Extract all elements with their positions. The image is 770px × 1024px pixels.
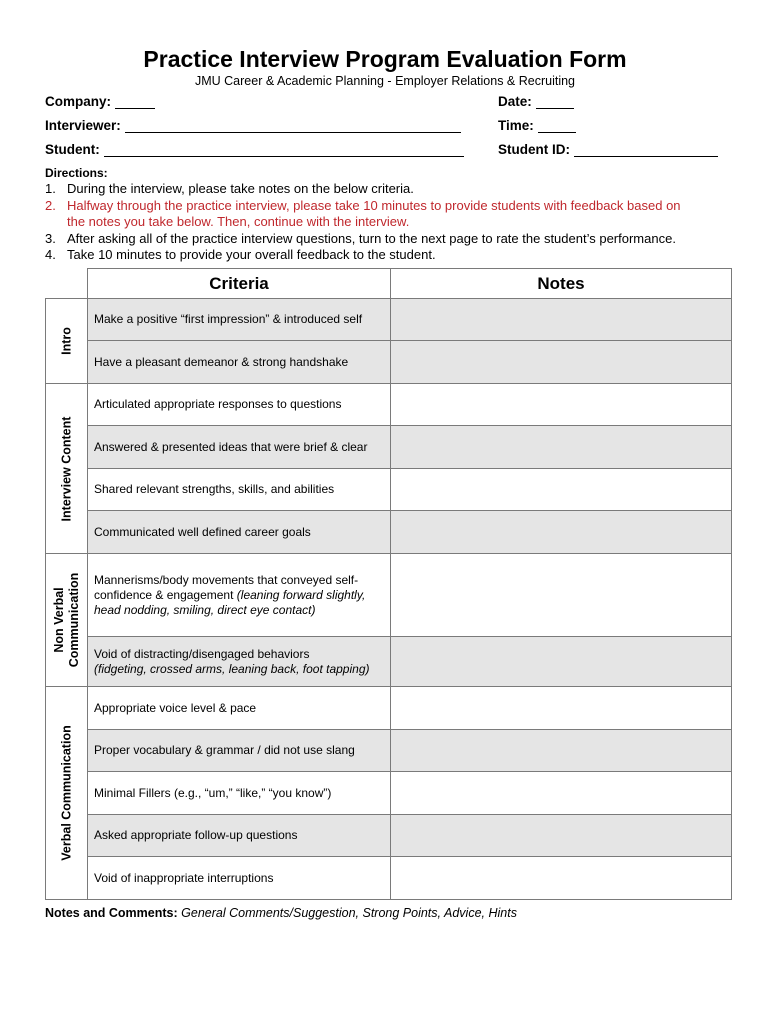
table-row: [46, 384, 732, 426]
criterion-text: confidence & engagement: [94, 587, 237, 602]
student-id-label: Student ID:: [498, 142, 570, 157]
header-spacer: [46, 269, 88, 299]
time-field[interactable]: [498, 118, 576, 133]
direction-item: [45, 181, 735, 198]
direction-text: Halfway through the practice interview, please take 10 minutes to provide students with feedback based on: [67, 197, 681, 213]
criterion-cell: Communicated well defined career goals: [88, 511, 391, 554]
criterion-cell: Appropriate voice level & pace: [88, 687, 391, 730]
criterion-cell: Articulated appropriate responses to questions: [88, 384, 391, 426]
category-intro: [46, 299, 88, 384]
criterion-example: (fidgeting, crossed arms, leaning back, foot tapping): [94, 661, 370, 676]
criterion-cell: Minimal Fillers (e.g., “um,” “like,” “you know”): [88, 772, 391, 815]
criterion-text: Void of distracting/disengaged behaviors: [94, 646, 310, 661]
notes-cell[interactable]: [391, 772, 732, 815]
notes-cell[interactable]: [391, 384, 732, 426]
notes-cell[interactable]: [391, 299, 732, 341]
notes-header: Notes: [391, 269, 732, 299]
company-label: Company:: [45, 94, 112, 109]
criterion-text: Mannerisms/body movements that conveyed self-: [94, 572, 359, 587]
direction-text: After asking all of the practice interview questions, turn to the next page to rate the student’s performance.: [67, 230, 676, 246]
direction-item: [45, 231, 735, 248]
student-field[interactable]: [45, 142, 464, 157]
date-label: Date:: [498, 94, 532, 109]
notes-cell[interactable]: [391, 341, 732, 384]
student-line[interactable]: [104, 142, 464, 157]
criteria-header: Criteria: [88, 269, 391, 299]
notes-comments-label: Notes and Comments:: [45, 906, 178, 920]
notes-and-comments[interactable]: [45, 906, 517, 920]
table-row: [46, 469, 732, 511]
direction-number: 3.: [45, 230, 56, 246]
student-label: Student:: [45, 142, 100, 157]
table-row: [46, 511, 732, 554]
notes-cell[interactable]: [391, 687, 732, 730]
student-id-line[interactable]: [574, 142, 718, 157]
evaluation-table: [45, 268, 732, 900]
category-content-label: Interview Content: [59, 416, 73, 521]
category-nonverbal-label: [52, 573, 82, 667]
notes-cell[interactable]: [391, 857, 732, 900]
criterion-example: (leaning forward slightly,: [236, 587, 366, 602]
table-row: [46, 772, 732, 815]
direction-item: [45, 247, 735, 264]
table-header-row: [46, 269, 732, 299]
notes-cell[interactable]: [391, 554, 732, 637]
direction-number: 1.: [45, 181, 56, 196]
criterion-cell: Shared relevant strengths, skills, and abilities: [88, 469, 391, 511]
category-verbal: [46, 687, 88, 900]
direction-item: [45, 198, 735, 215]
table-row: [46, 857, 732, 900]
table-row: [46, 637, 732, 687]
interviewer-field[interactable]: [45, 118, 461, 133]
criterion-cell: Make a positive “first impression” & introduced self: [88, 299, 391, 341]
category-nonverbal: [46, 554, 88, 687]
criterion-cell: [88, 554, 391, 637]
notes-cell[interactable]: [391, 469, 732, 511]
notes-cell[interactable]: [391, 426, 732, 469]
page-title: Practice Interview Program Evaluation Form: [143, 46, 627, 72]
category-nonverbal-line2: Communication: [66, 572, 81, 668]
time-label: Time:: [498, 118, 534, 133]
notes-cell[interactable]: [391, 730, 732, 772]
criterion-cell: Have a pleasant demeanor & strong handshake: [88, 341, 391, 384]
table-row: [46, 554, 732, 637]
table-row: [46, 341, 732, 384]
notes-cell[interactable]: [391, 511, 732, 554]
interviewer-label: Interviewer:: [45, 118, 121, 133]
direction-text: Take 10 minutes to provide your overall feedback to the student.: [67, 247, 436, 262]
time-line[interactable]: [538, 118, 576, 133]
criterion-cell: Proper vocabulary & grammar / did not use slang: [88, 730, 391, 772]
criterion-cell: [88, 637, 391, 687]
notes-cell[interactable]: [391, 815, 732, 857]
date-field[interactable]: [498, 94, 574, 109]
table-row: [46, 299, 732, 341]
table-row: [46, 426, 732, 469]
notes-cell[interactable]: [391, 637, 732, 687]
category-nonverbal-line1: Non Verbal: [51, 587, 66, 653]
criterion-example: head nodding, smiling, direct eye contact): [94, 602, 316, 617]
direction-text: During the interview, please take notes on the below criteria.: [67, 181, 414, 196]
table-row: [46, 687, 732, 730]
notes-comments-hint: General Comments/Suggestion, Strong Points, Advice, Hints: [181, 906, 517, 920]
table-row: [46, 730, 732, 772]
direction-item-continued: the notes you take below. Then, continue with the interview.: [67, 214, 410, 229]
company-line[interactable]: [115, 94, 155, 109]
interviewer-line[interactable]: [125, 118, 461, 133]
table-row: [46, 815, 732, 857]
criterion-cell: Answered & presented ideas that were brief & clear: [88, 426, 391, 469]
category-intro-label: Intro: [59, 327, 73, 355]
directions-heading: Directions:: [45, 166, 108, 180]
page-subtitle: JMU Career & Academic Planning - Employer Relations & Recruiting: [194, 74, 576, 88]
category-content: [46, 384, 88, 554]
direction-number: 4.: [45, 247, 56, 262]
direction-number: 2.: [45, 197, 56, 213]
date-line[interactable]: [536, 94, 574, 109]
criterion-cell: Asked appropriate follow-up questions: [88, 815, 391, 857]
student-id-field[interactable]: [498, 142, 718, 157]
directions-list: [45, 181, 735, 264]
company-field[interactable]: [45, 94, 155, 109]
criterion-cell: Void of inappropriate interruptions: [88, 857, 391, 900]
category-verbal-label: Verbal Communication: [59, 725, 73, 861]
